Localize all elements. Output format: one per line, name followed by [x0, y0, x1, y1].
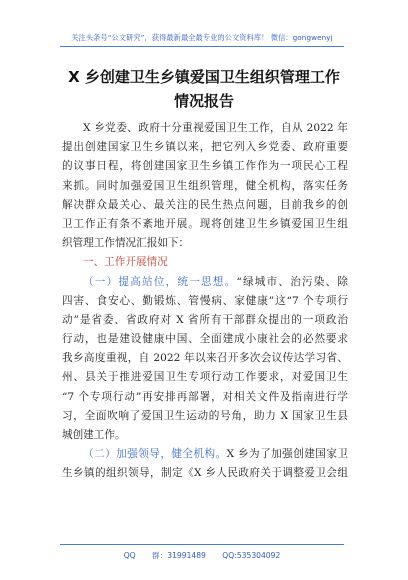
section-heading: 一、工作开展情况	[83, 256, 168, 269]
intro-line: 来抓。同时加强爱国卫生组织管理，健全机构，落实任务	[62, 179, 348, 192]
document-title-line1: X 乡创建卫生乡镇爱国卫生组织管理工作	[68, 68, 340, 86]
sub1-line: 四害、食安心、勤锻炼、管慢病、家健康”这“7 个专项行	[62, 294, 348, 307]
intro-line: 卫工作正有条不紊地开展。现将创建卫生乡镇爱国卫生组	[62, 217, 348, 230]
sub1-first-rest: “绿城市、治污染、除	[236, 275, 348, 288]
sub1-line: 州、县关于推进爱国卫生专项行动工作要求，对爱国卫生	[62, 371, 348, 384]
footer-contact: QQ 群：31991489 QQ:535304092	[123, 551, 281, 560]
sub1-first-line	[62, 273, 348, 292]
document-title-line2: 情况报告	[173, 92, 234, 110]
sub2-first-rest: X 乡为了加强创建国家卫	[226, 448, 348, 461]
intro-line: 解决群众最关心、最关注的民生热点问题，目前我乡的创	[62, 198, 348, 211]
intro-line: X 乡党委、政府十分重视爱国卫生工作，自从 2022 年	[83, 122, 348, 134]
sub2-line: 生乡镇的组织领导，制定《X 乡人民政府关于调整爱卫会组	[62, 467, 348, 480]
sub1-line: 习，全面吹响了爱国卫生运动的号角，助力 X 国家卫生县	[62, 409, 348, 422]
header-notice: 关注头条号“公文研究”，获得最新最全最专业的公文资料库！ 微信：gongwenyj	[71, 33, 333, 42]
intro-line: 的议事日程，将创建国家卫生乡镇工作作为一项民心工程	[62, 160, 348, 173]
intro-line: 提出创建国家卫生乡镇以来，把它列入乡党委、政府重要	[62, 141, 348, 154]
document-body	[62, 119, 348, 484]
sub1-label: （一）提高站位，统一思想。	[83, 275, 237, 288]
sub1-line: “7 个专项行动”再安排再部署，对相关文件及指南进行学	[62, 390, 348, 403]
intro-line: 织管理工作情况汇报如下：	[62, 237, 190, 250]
sub1-line: 行动，也是建设健康中国、全面建成小康社会的必然要求	[62, 333, 348, 346]
sub2-label: （二）加强领导，健全机构。	[83, 448, 227, 461]
sub1-line: 我乡高度重视，自 2022 年以来召开多次会议传达学习省、	[62, 352, 348, 365]
sub2-first-line	[62, 445, 348, 464]
page-header	[60, 24, 344, 47]
sub1-line: 动”是省委、省政府对 X 省所有干部群众提出的一项政治	[62, 313, 348, 326]
page-footer	[60, 544, 344, 561]
sub1-line: 城创建工作。	[62, 429, 126, 441]
